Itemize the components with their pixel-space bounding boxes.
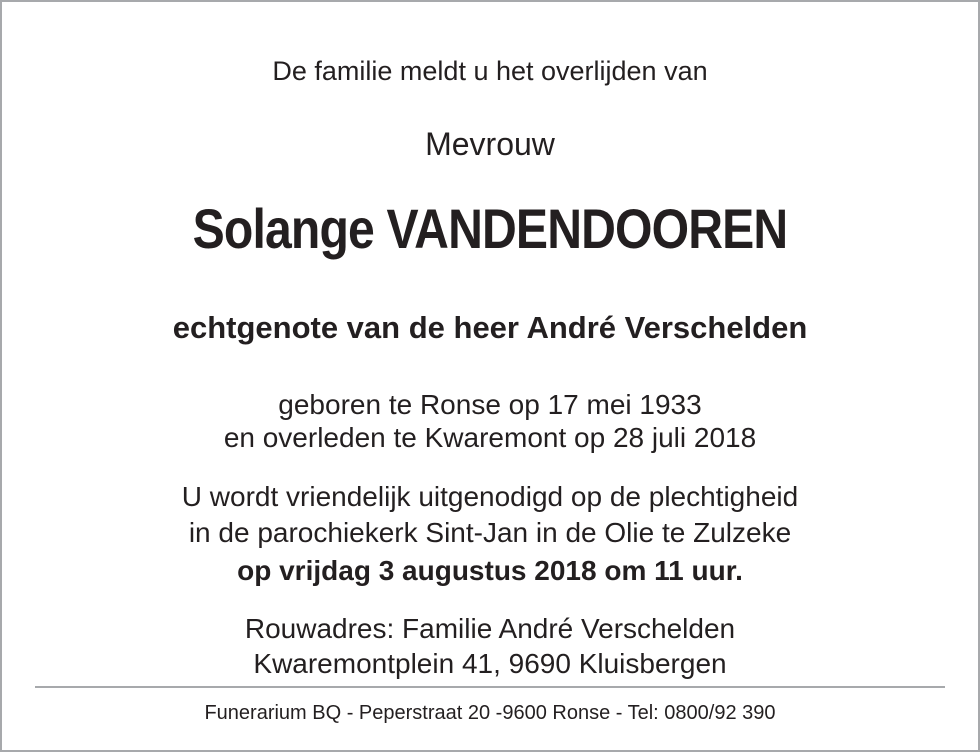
birth-line: geboren te Ronse op 17 mei 1933 [278,389,702,420]
invitation-line-2: in de parochiekerk Sint-Jan in de Olie te Zulzeke [188,517,792,548]
deceased-name: Solange VANDENDOOREN [192,197,788,260]
intro-text: De familie meldt u het overlijden van [272,56,708,86]
death-line: en overleden te Kwaremont op 28 juli 2018 [223,422,757,453]
spouse-line: echtgenote van de heer André Verschelden [172,310,808,345]
honorific-title: Mevrouw [425,126,555,162]
mourning-address-line-1: Rouwadres: Familie André Verschelden [244,613,736,644]
invitation-line-1: U wordt vriendelijk uitgenodigd op de plechtigheid [181,481,799,512]
funerarium-footer: Funerarium BQ - Peperstraat 20 -9600 Ronse - Tel: 0800/92 390 [204,702,776,724]
mourning-address-line-2: Kwaremontplein 41, 9690 Kluisbergen [253,648,727,679]
invitation-date-line: op vrijdag 3 augustus 2018 om 11 uur. [237,555,743,586]
footer-divider [35,686,945,688]
